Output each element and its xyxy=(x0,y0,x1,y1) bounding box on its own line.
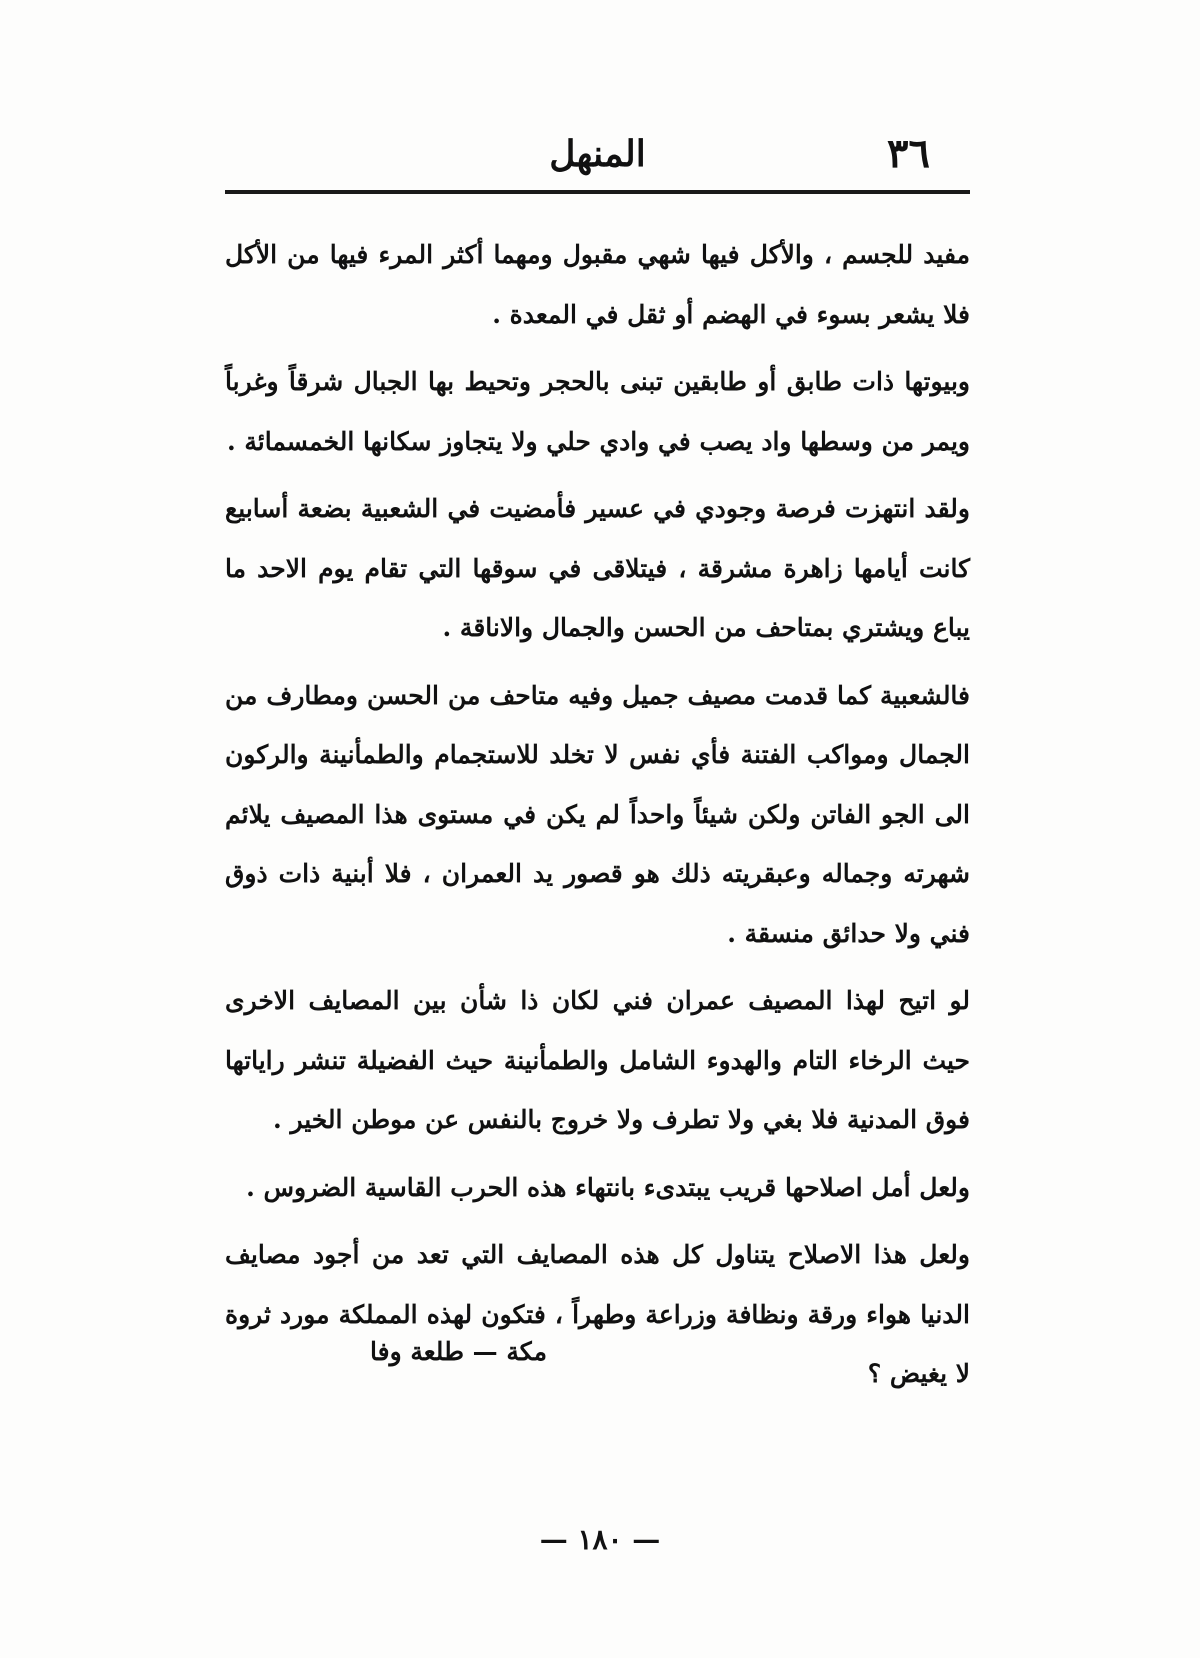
paragraph: مفيد للجسم ، والأكل فيها شهي مقبول ومهما أكثر المرء فيها من الأكل فلا يشعر بسوء في الهضم أو ثقل في المعدة . xyxy=(225,240,970,329)
page-header xyxy=(225,128,970,188)
paragraph: ولعل هذا الاصلاح يتناول كل هذه المصايف التي تعد من أجود مصايف الدنيا هواء ورقة ونظافة وزراعة وطهراً ، فتكون لهذه المملكة مورد ثروة لا يغيض ؟ xyxy=(225,1240,970,1388)
journal-title: المنهل xyxy=(549,133,646,175)
header-rule xyxy=(225,190,970,194)
author-signature: مكة — طلعة وفا xyxy=(370,1337,547,1366)
article-body xyxy=(225,225,970,1412)
paragraph: ولقد انتهزت فرصة وجودي في عسير فأمضيت في الشعبية بضعة أسابيع كانت أيامها زاهرة مشرقة ، فيتلاقى في سوقها التي تقام يوم الاحد ما يباع ويشتري بمتاحف من الحسن والجمال والاناقة . xyxy=(225,494,970,642)
footer-page-number: — ١٨٠ — xyxy=(539,1523,661,1556)
paragraph: لو اتيح لهذا المصيف عمران فني لكان ذا شأن بين المصايف الاخرى حيث الرخاء التام والهدوء الشامل والطمأنينة حيث الفضيلة تنشر راياتها فوق المدنية فلا بغي ولا تطرف ولا خروج بالنفس عن موطن الخير . xyxy=(225,986,970,1134)
paragraph: فالشعبية كما قدمت مصيف جميل وفيه متاحف من الحسن ومطارف من الجمال ومواكب الفتنة فأي نفس لا تخلد للاستجمام والطمأنينة والركون الى الجو الفاتن ولكن شيئاً واحداً لم يكن في مستوى هذا المصيف يلائم شهرته وجماله وعبقريته ذلك هو قصور يد العمران ، فلا أبنية ذات ذوق فني ولا حدائق منسقة . xyxy=(225,680,970,948)
paragraph: ولعل أمل اصلاحها قريب يبتدىء بانتهاء هذه الحرب القاسية الضروس . xyxy=(246,1172,970,1202)
paragraph: وبيوتها ذات طابق أو طابقين تبنى بالحجر وتحيط بها الجبال شرقاً وغرباً ويمر من وسطها واد يصب في وادي حلي ولا يتجاوز سكانها الخمسمائة . xyxy=(225,367,970,456)
header-page-number: ٣٦ xyxy=(887,130,930,177)
